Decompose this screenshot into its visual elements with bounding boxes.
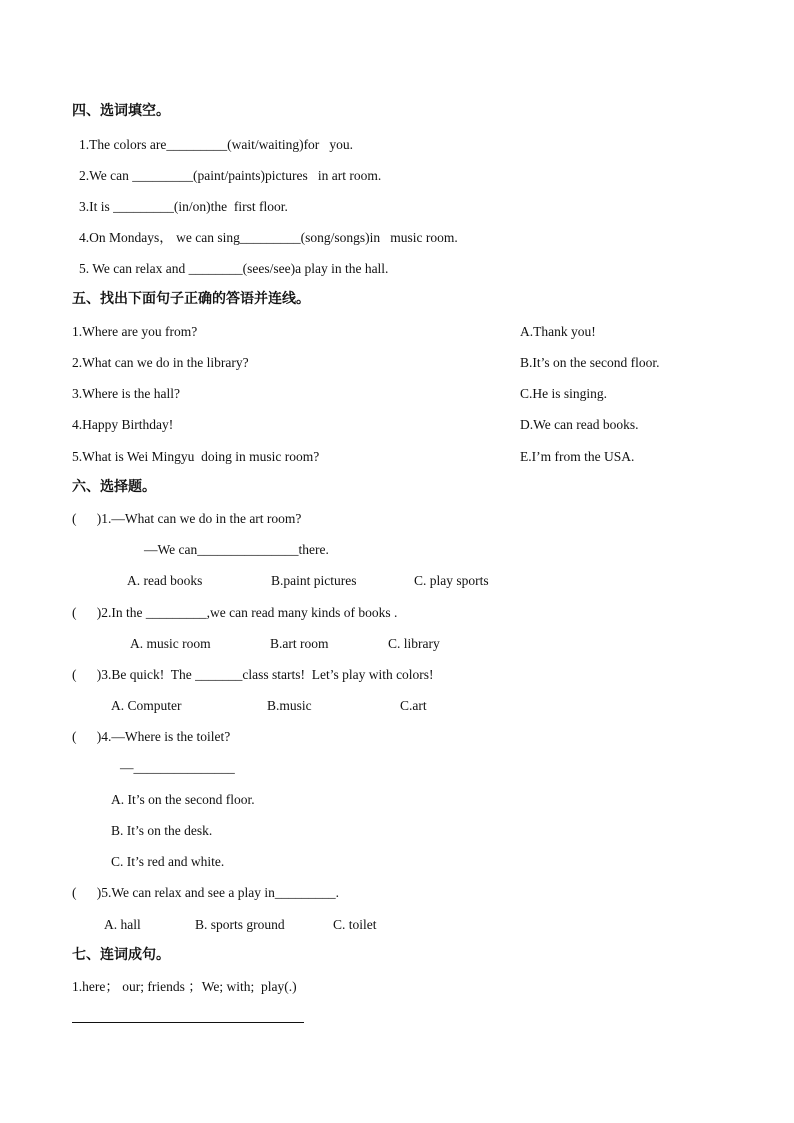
choice-5-option-b: B. sports ground [195,917,285,932]
choice-3-option-b: B.music [267,698,312,713]
fill-blank-item-1: 1.The colors are_________(wait/waiting)for you. [79,137,354,152]
section-4-heading: 四、选词填空。 [72,103,170,119]
choice-5-option-c: C. toilet [333,917,377,932]
match-answer-a: A.Thank you! [520,324,596,339]
match-answer-c: C.He is singing. [520,386,608,401]
match-answer-b: B.It’s on the second floor. [520,355,660,370]
choice-question-4: ( )4.—Where is the toilet? [72,729,231,744]
answer-line [72,1022,304,1023]
choice-1-option-a: A. read books [127,573,203,588]
choice-1-option-c: C. play sports [414,573,489,588]
fill-blank-item-4: 4.On Mondays， we can sing_________(song/songs)in music room. [79,230,458,245]
choice-2-option-a: A. music room [130,636,211,651]
choice-question-1-reply: —We can_______________there. [144,542,329,557]
match-question-3: 3.Where is the hall? [72,386,180,401]
section-5-heading: 五、找出下面句子正确的答语并连线。 [72,291,310,307]
choice-question-1: ( )1.—What can we do in the art room? [72,511,302,526]
match-answer-e: E.I’m from the USA. [520,449,635,464]
choice-3-option-a: A. Computer [111,698,182,713]
match-question-4: 4.Happy Birthday! [72,417,174,432]
choice-1-option-b: B.paint pictures [271,573,357,588]
fill-blank-item-3: 3.It is _________(in/on)the first floor. [79,199,288,214]
sentence-building-item-1: 1.here； our; friends ；We; with; play(.) [72,979,297,994]
fill-blank-item-2: 2.We can _________(paint/paints)pictures in art room. [79,168,382,183]
match-answer-d: D.We can read books. [520,417,639,432]
choice-question-5: ( )5.We can relax and see a play in_________. [72,885,339,900]
choice-4-option-b: B. It’s on the desk. [111,823,213,838]
choice-5-option-a: A. hall [104,917,141,932]
choice-question-2: ( )2.In the _________,we can read many kinds of books . [72,605,398,620]
section-6-heading: 六、选择题。 [72,479,156,495]
fill-blank-item-5: 5. We can relax and ________(sees/see)a play in the hall. [79,261,389,276]
match-question-2: 2.What can we do in the library? [72,355,249,370]
choice-4-option-c: C. It’s red and white. [111,854,225,869]
choice-2-option-b: B.art room [270,636,329,651]
choice-question-3: ( )3.Be quick! The _______class starts! Let’s play with colors! [72,667,434,682]
choice-question-4-reply: —_______________ [120,760,235,775]
match-question-1: 1.Where are you from? [72,324,198,339]
match-question-5: 5.What is Wei Mingyu doing in music room? [72,449,320,464]
choice-2-option-c: C. library [388,636,440,651]
choice-4-option-a: A. It’s on the second floor. [111,792,255,807]
choice-3-option-c: C.art [400,698,427,713]
section-7-heading: 七、连词成句。 [72,947,170,963]
